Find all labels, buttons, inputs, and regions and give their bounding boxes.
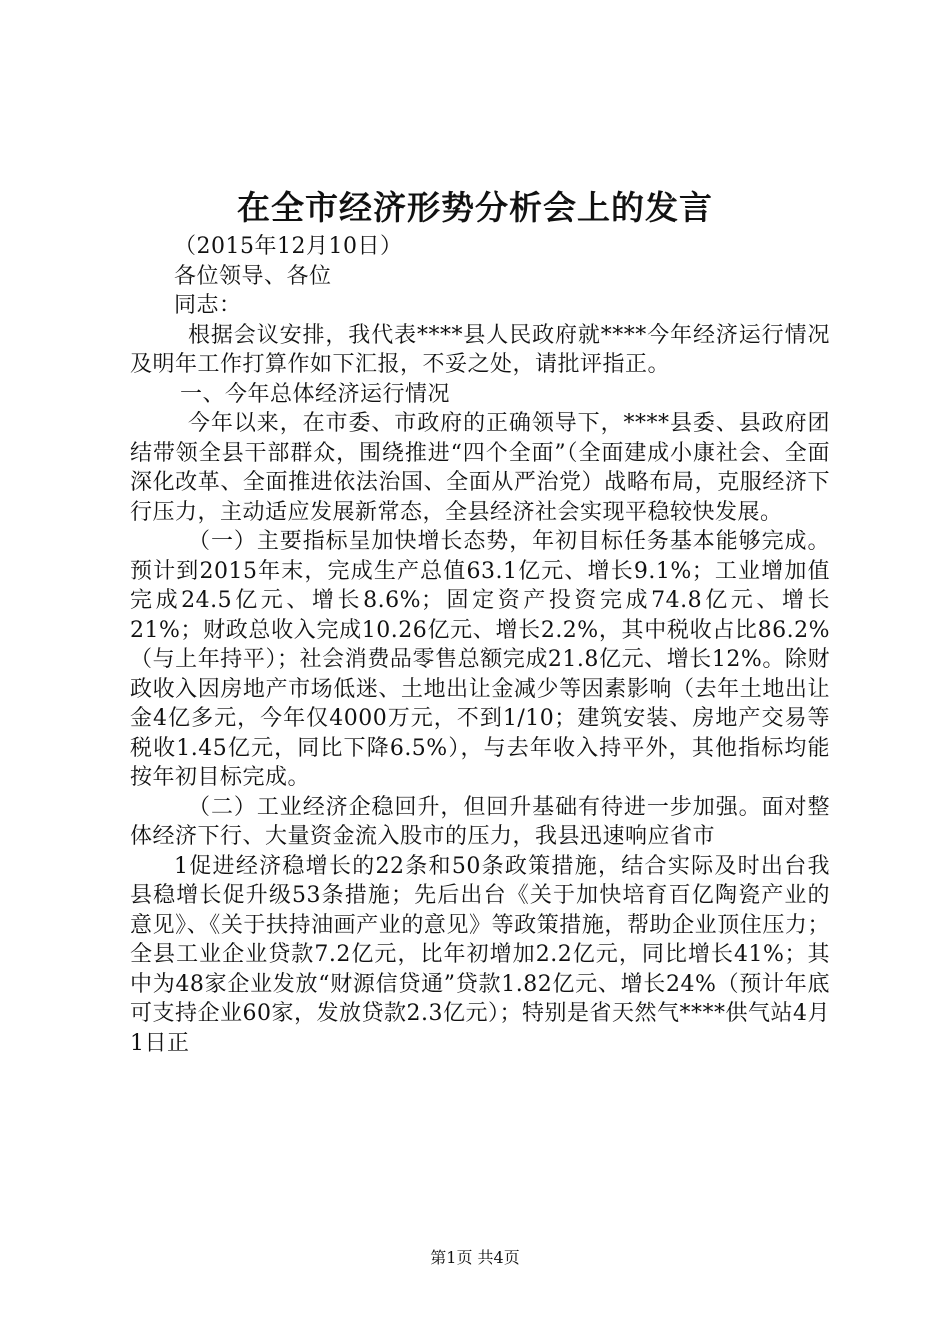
greeting-line-2: 同志：	[174, 293, 242, 318]
intro-paragraph: 根据会议安排，我代表****县人民政府就****今年经济运行情况及明年工作打算作如下汇报，不妥之处，请批评指正。	[130, 322, 830, 377]
body-paragraph-continued: 1促进经济稳增长的22条和50条政策措施，结合实际及时出台我县稳增长促升级53条措施；先后出台《关于加快培育百亿陶瓷产业的意见》、《关于扶持油画产业的意见》等政策措施，帮助企业顶住压力；全县工业企业贷款7.2亿元，比年初增加2.2亿元，同比增长41%；其中为48家企业发放“财源信贷通”贷款1.82亿元、增长24%（预计年底可支持企业60家，发放贷款2.3亿元）；特别是省天然气****供气站4月1日正	[130, 853, 830, 1056]
subsection-paragraph-2: （二）工业经济企稳回升，但回升基础有待进一步加强。面对整体经济下行、大量资金流入股市的压力，我县迅速响应省市	[130, 794, 830, 849]
speech-date: （2015年12月10日）	[174, 234, 403, 259]
page-footer: 第1页 共4页	[430, 1248, 520, 1267]
document-title: 在全市经济形势分析会上的发言	[237, 188, 713, 227]
greeting-line: 各位领导、各位	[174, 263, 332, 289]
body-paragraph: 今年以来，在市委、市政府的正确领导下，****县委、县政府团结带领全县干部群众，围绕推进“四个全面”（全面建成小康社会、全面深化改革、全面推进依法治国、全面从严治党）战略布局，克服经济下行压力，主动适应发展新常态，全县经济社会实现平稳较快发展。	[130, 411, 830, 525]
subsection-paragraph-1: （一）主要指标呈加快增长态势，年初目标任务基本能够完成。预计到2015年末，完成生产总值63.1亿元、增长9.1%；工业增加值完成24.5亿元、增长8.6%；固定资产投资完成74.8亿元、增长21%；财政总收入完成10.26亿元、增长2.2%，其中税收占比86.2%（与上年持平）；社会消费品零售总额完成21.8亿元、增长12%。除财政收入因房地产市场低迷、土地出让金减少等因素影响（去年土地出让金4亿多元，今年仅4000万元，不到1/10；建筑安装、房地产交易等税收1.45亿元，同比下降6.5%），与去年收入持平外，其他指标均能按年初目标完成。	[130, 529, 830, 790]
section-heading-1: 一、今年总体经济运行情况	[180, 381, 451, 407]
document-body	[130, 232, 830, 1058]
